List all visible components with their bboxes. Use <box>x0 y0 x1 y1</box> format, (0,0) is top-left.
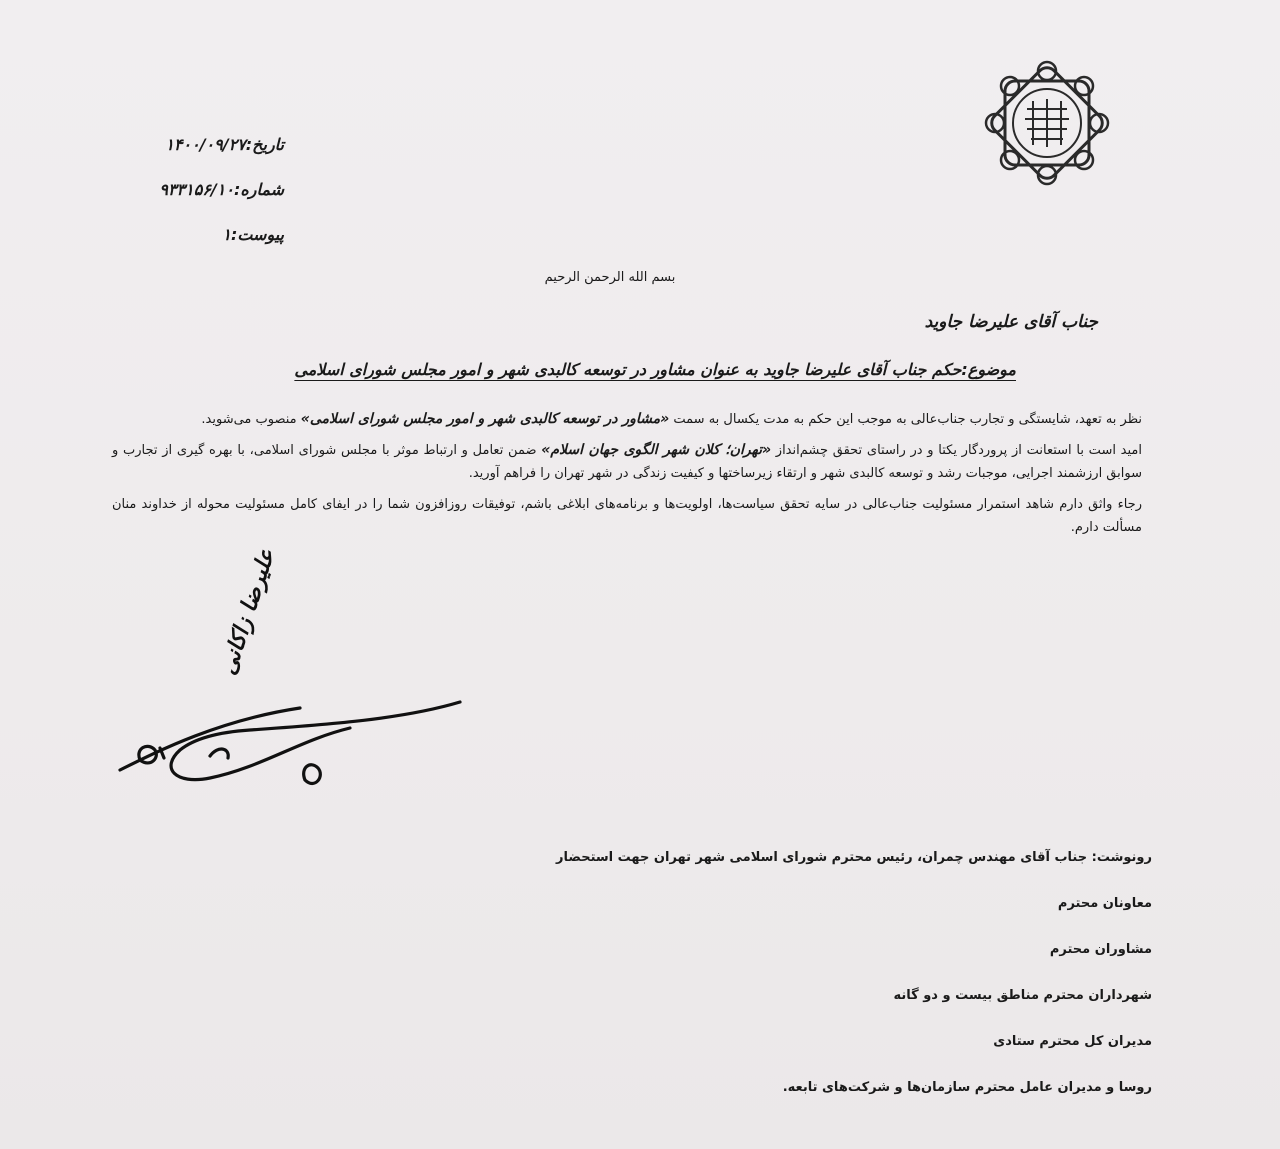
cc-line: مشاوران محترم <box>1049 942 1152 957</box>
attachment-label: پیوست: <box>230 225 284 244</box>
vision-title: «تهران؛ کلان شهر الگوی جهان اسلام» <box>541 442 772 458</box>
municipality-emblem-icon <box>972 58 1122 188</box>
cc-line: معاونان محترم <box>1057 896 1152 911</box>
paragraph-1: نظر به تعهد، شایستگی و تجارب جناب‌عالی به موجب این حکم به مدت یکسال به سمت «مشاور در توسعه کالبدی شهر و امور مجلس شورای اسلامی» منصوب می‌شوید. <box>201 411 1142 427</box>
signature-name: علیرضا زاکانی <box>215 545 281 679</box>
number-line <box>84 167 284 212</box>
subject-line: موضوع:حکم جناب آقای علیرضا جاوید به عنوان مشاور در توسعه کالبدی شهر و امور مجلس شورای اسلامی <box>294 360 1016 379</box>
number-value: ۹۳۳۱۵۶/۱۰ <box>159 180 234 199</box>
cc-line: روسا و مدیران عامل محترم سازمان‌ها و شرکت‌های تابعه. <box>782 1080 1152 1095</box>
letter-body <box>112 408 1142 547</box>
date-line <box>84 122 284 167</box>
date-label: تاریخ: <box>245 135 284 154</box>
basmala: بسم الله الرحمن الرحیم <box>544 270 676 285</box>
paragraph-3: رجاء واثق دارم شاهد استمرار مسئولیت جناب‌عالی در سایه تحقق سیاست‌ها، اولویت‌ها و برنامه‌های ابلاغی باشم، توفیقات روزافزون شما را در ایفای کامل مسئولیت محوله از خداوند منان مسألت دارم. <box>112 497 1142 535</box>
letter-meta <box>84 122 284 257</box>
handwritten-signature <box>100 650 480 800</box>
number-label: شماره: <box>233 180 284 199</box>
cc-list <box>452 846 1152 1122</box>
position-title: «مشاور در توسعه کالبدی شهر و امور مجلس شورای اسلامی» <box>300 411 670 427</box>
cc-line: رونوشت: جناب آقای مهندس چمران، رئیس محترم شورای اسلامی شهر تهران جهت استحضار <box>556 850 1152 865</box>
attachment-value: ۱ <box>222 225 231 244</box>
recipient: جناب آقای علیرضا جاوید <box>924 312 1098 332</box>
cc-line: شهرداران محترم مناطق بیست و دو گانه <box>893 988 1152 1003</box>
cc-label: رونوشت: <box>1091 850 1152 865</box>
date-value: ۱۴۰۰/۰۹/۲۷ <box>165 135 246 154</box>
cc-line: مدیران کل محترم ستادی <box>993 1034 1152 1049</box>
attachment-line <box>84 212 284 257</box>
paragraph-2: امید است با استعانت از پروردگار یکتا و در راستای تحقق چشم‌انداز «تهران؛ کلان شهر الگوی جهان اسلام» ضمن تعامل و ارتباط موثر با مجلس شورای اسلامی، با بهره گیری از تجارب و سوابق ارزشمند اجرایی، موجبات رشد و توسعه کالبدی شهر و ارتقاء زیرساختها و کیفیت زندگی در شهر تهران را فراهم آورید. <box>112 442 1142 481</box>
